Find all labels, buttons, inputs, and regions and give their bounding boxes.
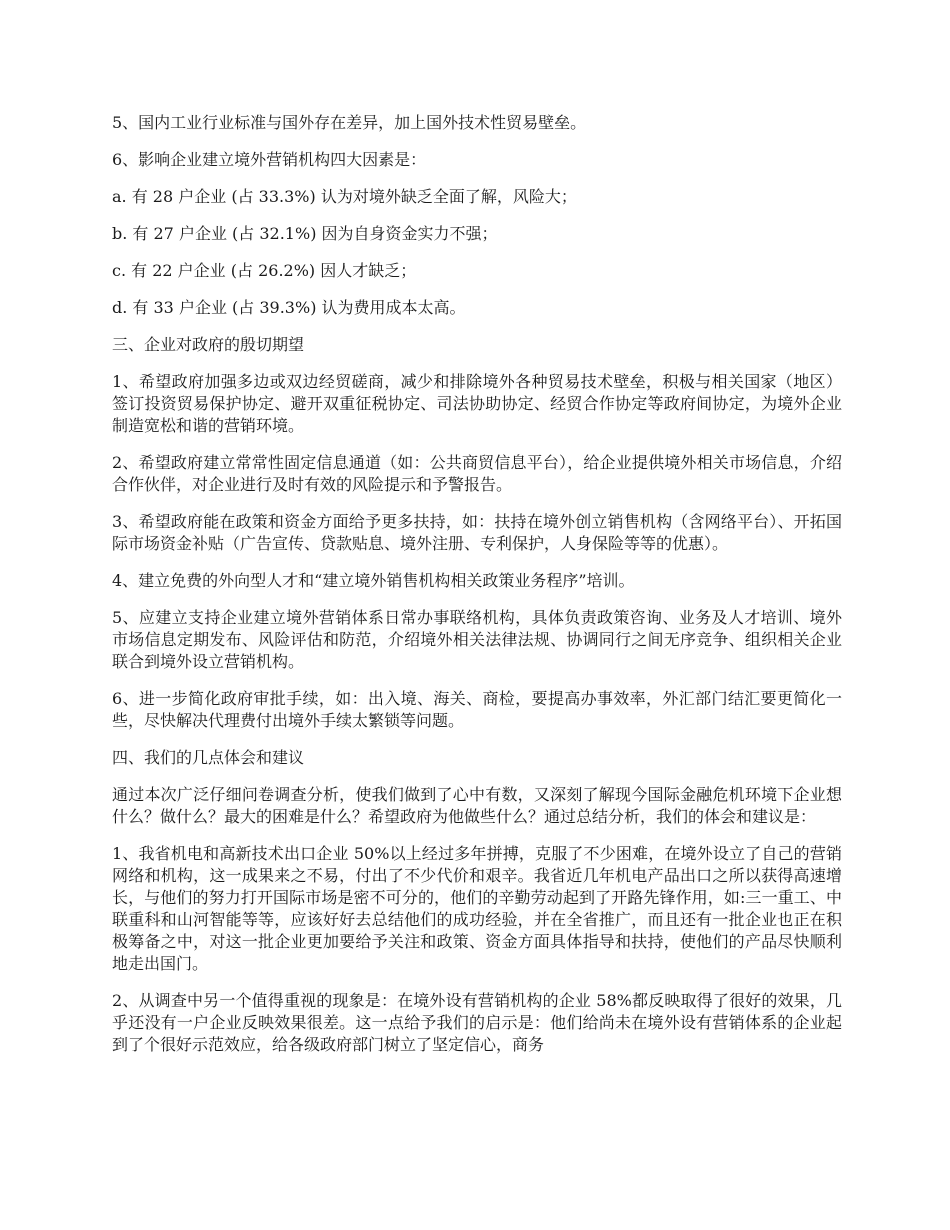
paragraph-factor-b: b. 有 27 户企业 (占 32.1%) 因为自身资金实力不强； xyxy=(112,224,498,243)
paragraph-insight-1: 1、我省机电和高新技术出口企业 50%以上经过多年拼搏，克服了不少困难，在境外设立了自己的营销网络和机构，这一成果来之不易，付出了不少代价和艰辛。我省近几年机电产品出口之所以获得高速增长，与他们的努力打开国际市场是密不可分的，他们的辛勤劳动起到了开路先锋作用，如:三一重工、中联重科和山河智能等等，应该好好去总结他们的成功经验，并在全省推广，而且还有一批企业也正在积极筹备之中，对这一批企业更加要给予关注和政策、资金方面具体指导和扶持，使他们的产品尽快顺利地走出国门。 xyxy=(112,844,842,973)
paragraph-expectation-1: 1、希望政府加强多边或双边经贸磋商，减少和排除境外各种贸易技术壁垒，积极与相关国家（地区）签订投资贸易保护协定、避开双重征税协定、司法协助协定、经贸合作协定等政府间协定，为境外企业制造宽松和谐的营销环境。 xyxy=(112,372,842,435)
paragraph-expectation-4: 4、建立免费的外向型人才和“建立境外销售机构相关政策业务程序”培训。 xyxy=(112,571,635,590)
paragraph-expectation-6: 6、进一步简化政府审批手续，如：出入境、海关、商检，要提高办事效率，外汇部门结汇要更简化一些，尽快解决代理费付出境外手续太繁锁等问题。 xyxy=(112,689,842,730)
paragraph-factor-c: c. 有 22 户企业 (占 26.2%) 因人才缺乏； xyxy=(112,261,417,280)
paragraph-factor-d: d. 有 33 户企业 (占 39.3%) 认为费用成本太高。 xyxy=(112,298,466,317)
section-heading-four: 四、我们的几点体会和建议 xyxy=(112,748,305,767)
section-heading-three: 三、企业对政府的殷切期望 xyxy=(112,335,305,354)
paragraph-expectation-2: 2、希望政府建立常常性固定信息通道（如：公共商贸信息平台），给企业提供境外相关市场信息，介绍合作伙伴，对企业进行及时有效的风险提示和予警报告。 xyxy=(112,453,842,494)
paragraph-item-5-standards: 5、国内工业行业标准与国外存在差异，加上国外技术性贸易壁垒。 xyxy=(112,113,587,132)
paragraph-expectation-3: 3、希望政府能在政策和资金方面给予更多扶持，如：扶持在境外创立销售机构（含网络平台）、开拓国际市场资金补贴（广告宣传、贷款贴息、境外注册、专利保护，人身保险等等的优惠）。 xyxy=(112,512,842,553)
paragraph-intro-summary: 通过本次广泛仔细问卷调查分析，使我们做到了心中有数，又深刻了解现今国际金融危机环境下企业想什么？做什么？最大的困难是什么？希望政府为他做些什么？通过总结分析，我们的体会和建议是： xyxy=(112,785,842,826)
paragraph-expectation-5: 5、应建立支持企业建立境外营销体系日常办事联络机构，具体负责政策咨询、业务及人才培训、境外市场信息定期发布、风险评估和防范，介绍境外相关法律法规、协调同行之间无序竞争、组织相关企业联合到境外设立营销机构。 xyxy=(112,608,842,671)
paragraph-insight-2: 2、从调查中另一个值得重视的现象是：在境外设有营销机构的企业 58%都反映取得了很好的效果，几乎还没有一户企业反映效果很差。这一点给予我们的启示是：他们给尚未在境外设有营销体系的企业起到了个很好示范效应，给各级政府部门树立了坚定信心，商务 xyxy=(112,991,842,1054)
document-page xyxy=(112,112,842,1071)
paragraph-factor-a: a. 有 28 户企业 (占 33.3%) 认为对境外缺乏全面了解，风险大； xyxy=(112,187,577,206)
paragraph-heading-four-factors: 6、影响企业建立境外营销机构四大因素是： xyxy=(112,150,427,169)
